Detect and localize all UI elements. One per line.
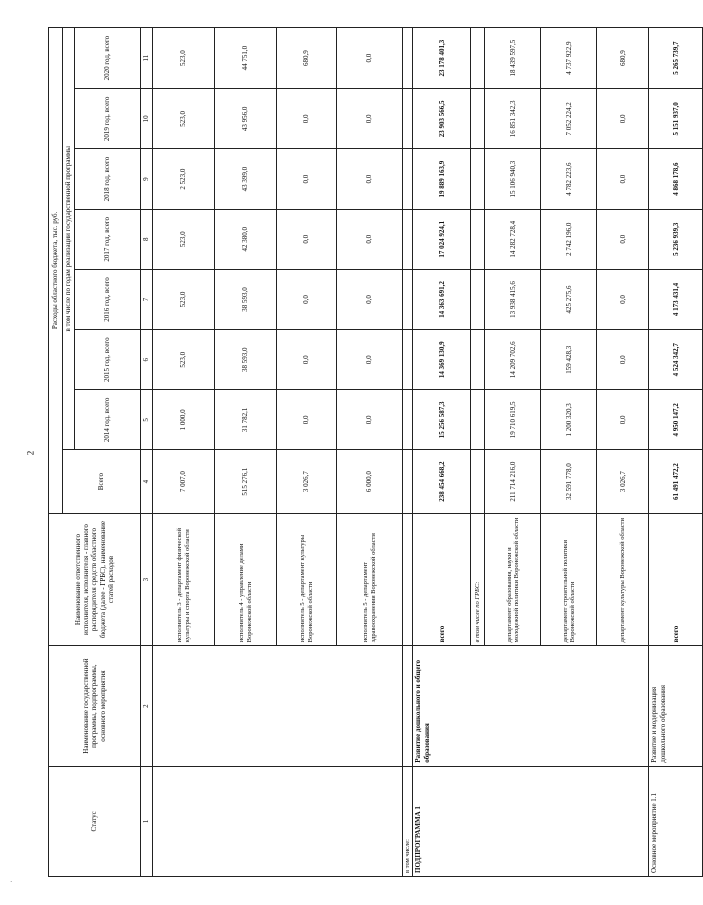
value-cell: 31 782,1: [215, 390, 277, 450]
executor-cell: департамент культуры Воронежской области: [597, 513, 649, 646]
header-program-name: Наименование государственной программы, подпрограммы, основного мероприятия: [49, 646, 141, 766]
value-cell: 4 173 431,4: [649, 269, 703, 329]
value-cell: 0,0: [277, 89, 337, 149]
header-year: 2019 год, всего: [75, 89, 141, 149]
executor-cell: всего: [413, 513, 471, 646]
executor-cell: в том числе по ГРБС:: [471, 513, 485, 646]
col-number: 4: [141, 450, 153, 513]
value-cell: 0,0: [337, 269, 403, 329]
table-row: [649, 28, 703, 877]
column-number-row: [141, 28, 153, 877]
value-cell: 0,0: [597, 89, 649, 149]
header-year: 2015 год, всего: [75, 330, 141, 390]
value-cell: 680,9: [597, 28, 649, 89]
value-cell: 19 710 619,5: [485, 390, 541, 450]
value-cell: 14 363 691,2: [413, 269, 471, 329]
value-cell: 38 593,0: [215, 269, 277, 329]
value-cell: 4 737 922,9: [541, 28, 597, 89]
total-cell: 7 007,0: [153, 450, 215, 513]
header-row-1: [49, 28, 63, 877]
header-year: 2014 год, всего: [75, 390, 141, 450]
table-row: [413, 28, 471, 877]
page-number: 2: [25, 450, 36, 456]
value-cell: 0,0: [277, 149, 337, 209]
executor-cell: исполнитель 3 - департамент физической культуры и спорта Воронежской области: [153, 513, 215, 646]
value-cell: 4 868 178,6: [649, 149, 703, 209]
executor-cell: департамент образования, науки и молодежной политики Воронежской области: [485, 513, 541, 646]
header-expenses-title: Расходы областного бюджета, тыс. руб.: [49, 28, 63, 514]
executor-cell: исполнитель 4 - управление делами Воронежской области: [215, 513, 277, 646]
value-cell: 0,0: [597, 330, 649, 390]
value-cell: 4 524 342,7: [649, 330, 703, 390]
value-cell: 0,0: [597, 390, 649, 450]
total-cell: 515 276,1: [215, 450, 277, 513]
value-cell: 18 439 597,5: [485, 28, 541, 89]
col-number: 5: [141, 390, 153, 450]
header-year: 2020 год, всего: [75, 28, 141, 89]
col-number: 9: [141, 149, 153, 209]
executor-cell: исполнитель 5 - департамент культуры Воронежской области: [277, 513, 337, 646]
header-year: 2018 год, всего: [75, 149, 141, 209]
header-year: 2017 год, всего: [75, 209, 141, 269]
value-cell: 5 236 939,3: [649, 209, 703, 269]
corner-mark: ·: [10, 878, 13, 886]
value-cell: 7 052 224,2: [541, 89, 597, 149]
value-cell: 17 024 924,1: [413, 209, 471, 269]
value-cell: 0,0: [337, 390, 403, 450]
budget-table: [48, 27, 703, 877]
value-cell: 680,9: [277, 28, 337, 89]
col-number: 8: [141, 209, 153, 269]
total-cell: 3 026,7: [277, 450, 337, 513]
total-cell: 61 491 472,2: [649, 450, 703, 513]
value-cell: 43 399,0: [215, 149, 277, 209]
value-cell: 5 265 739,7: [649, 28, 703, 89]
value-cell: 0,0: [277, 330, 337, 390]
value-cell: 2 742 196,0: [541, 209, 597, 269]
col-number: 6: [141, 330, 153, 390]
total-cell: 32 591 778,0: [541, 450, 597, 513]
value-cell: 23 903 566,5: [413, 89, 471, 149]
program-cell-empty: [153, 646, 403, 766]
value-cell: 1 000,0: [153, 390, 215, 450]
header-status: Статус: [49, 766, 141, 876]
value-cell: 14 209 702,6: [485, 330, 541, 390]
value-cell: 43 956,0: [215, 89, 277, 149]
value-cell: 23 178 401,3: [413, 28, 471, 89]
status-cell-empty: [153, 766, 403, 876]
value-cell: 0,0: [597, 149, 649, 209]
value-cell: 0,0: [277, 209, 337, 269]
header-total: Всего: [63, 450, 141, 513]
value-cell: 15 256 587,3: [413, 390, 471, 450]
value-cell: 4 950 147,2: [649, 390, 703, 450]
col-number: 1: [141, 766, 153, 876]
value-cell: 0,0: [597, 209, 649, 269]
col-number: 10: [141, 89, 153, 149]
value-cell: 0,0: [597, 269, 649, 329]
value-cell: 38 593,0: [215, 330, 277, 390]
value-cell: 523,0: [153, 269, 215, 329]
total-cell: 211 714 216,0: [485, 450, 541, 513]
header-by-years: в том числе по годам реализации государственной программы: [63, 28, 75, 450]
executor-cell: всего: [649, 513, 703, 646]
col-number: 7: [141, 269, 153, 329]
value-cell: 523,0: [153, 330, 215, 390]
section-row: [403, 28, 413, 877]
executor-cell: департамент строительной политики Воронежской области: [541, 513, 597, 646]
subprogram-name: Развитие дошкольного и общего образования: [413, 646, 649, 766]
activity-status: Основное мероприятие 1.1: [649, 766, 703, 876]
total-cell: 238 454 668,2: [413, 450, 471, 513]
value-cell: 0,0: [277, 269, 337, 329]
value-cell: 5 151 937,0: [649, 89, 703, 149]
value-cell: 0,0: [337, 149, 403, 209]
value-cell: 14 282 728,4: [485, 209, 541, 269]
table-row: [153, 28, 215, 877]
header-year: 2016 год, всего: [75, 269, 141, 329]
executor-cell: исполнитель 5 - департамент здравоохранения Воронежской области: [337, 513, 403, 646]
value-cell: 2 523,0: [153, 149, 215, 209]
value-cell: 0,0: [337, 209, 403, 269]
value-cell: 4 782 223,6: [541, 149, 597, 209]
col-number: 11: [141, 28, 153, 89]
value-cell: 0,0: [337, 28, 403, 89]
value-cell: 42 380,0: [215, 209, 277, 269]
subprogram-status: ПОДПРОГРАММА 1: [413, 766, 649, 876]
section-label: в том числе:: [403, 766, 413, 876]
value-cell: 16 851 342,3: [485, 89, 541, 149]
value-cell: 0,0: [337, 89, 403, 149]
total-cell: 3 026,7: [597, 450, 649, 513]
value-cell: 159 428,3: [541, 330, 597, 390]
value-cell: 523,0: [153, 28, 215, 89]
value-cell: 523,0: [153, 89, 215, 149]
header-executor: Наименование ответственного исполнителя, исполнителя - главного распорядителя средств областного бюджета (далее - ГРБС), наименование статей расходов: [49, 513, 141, 646]
value-cell: 425 275,6: [541, 269, 597, 329]
value-cell: 0,0: [337, 330, 403, 390]
value-cell: 13 938 415,6: [485, 269, 541, 329]
rotated-table-canvas: [48, 27, 680, 877]
value-cell: 523,0: [153, 209, 215, 269]
value-cell: 0,0: [277, 390, 337, 450]
value-cell: 19 889 163,9: [413, 149, 471, 209]
activity-name: Развитие и модернизация дошкольного образования: [649, 646, 703, 766]
value-cell: 14 369 130,9: [413, 330, 471, 390]
value-cell: 15 106 940,3: [485, 149, 541, 209]
col-number: 3: [141, 513, 153, 646]
value-cell: 44 751,0: [215, 28, 277, 89]
col-number: 2: [141, 646, 153, 766]
value-cell: 1 200 320,3: [541, 390, 597, 450]
total-cell: 6 000,0: [337, 450, 403, 513]
